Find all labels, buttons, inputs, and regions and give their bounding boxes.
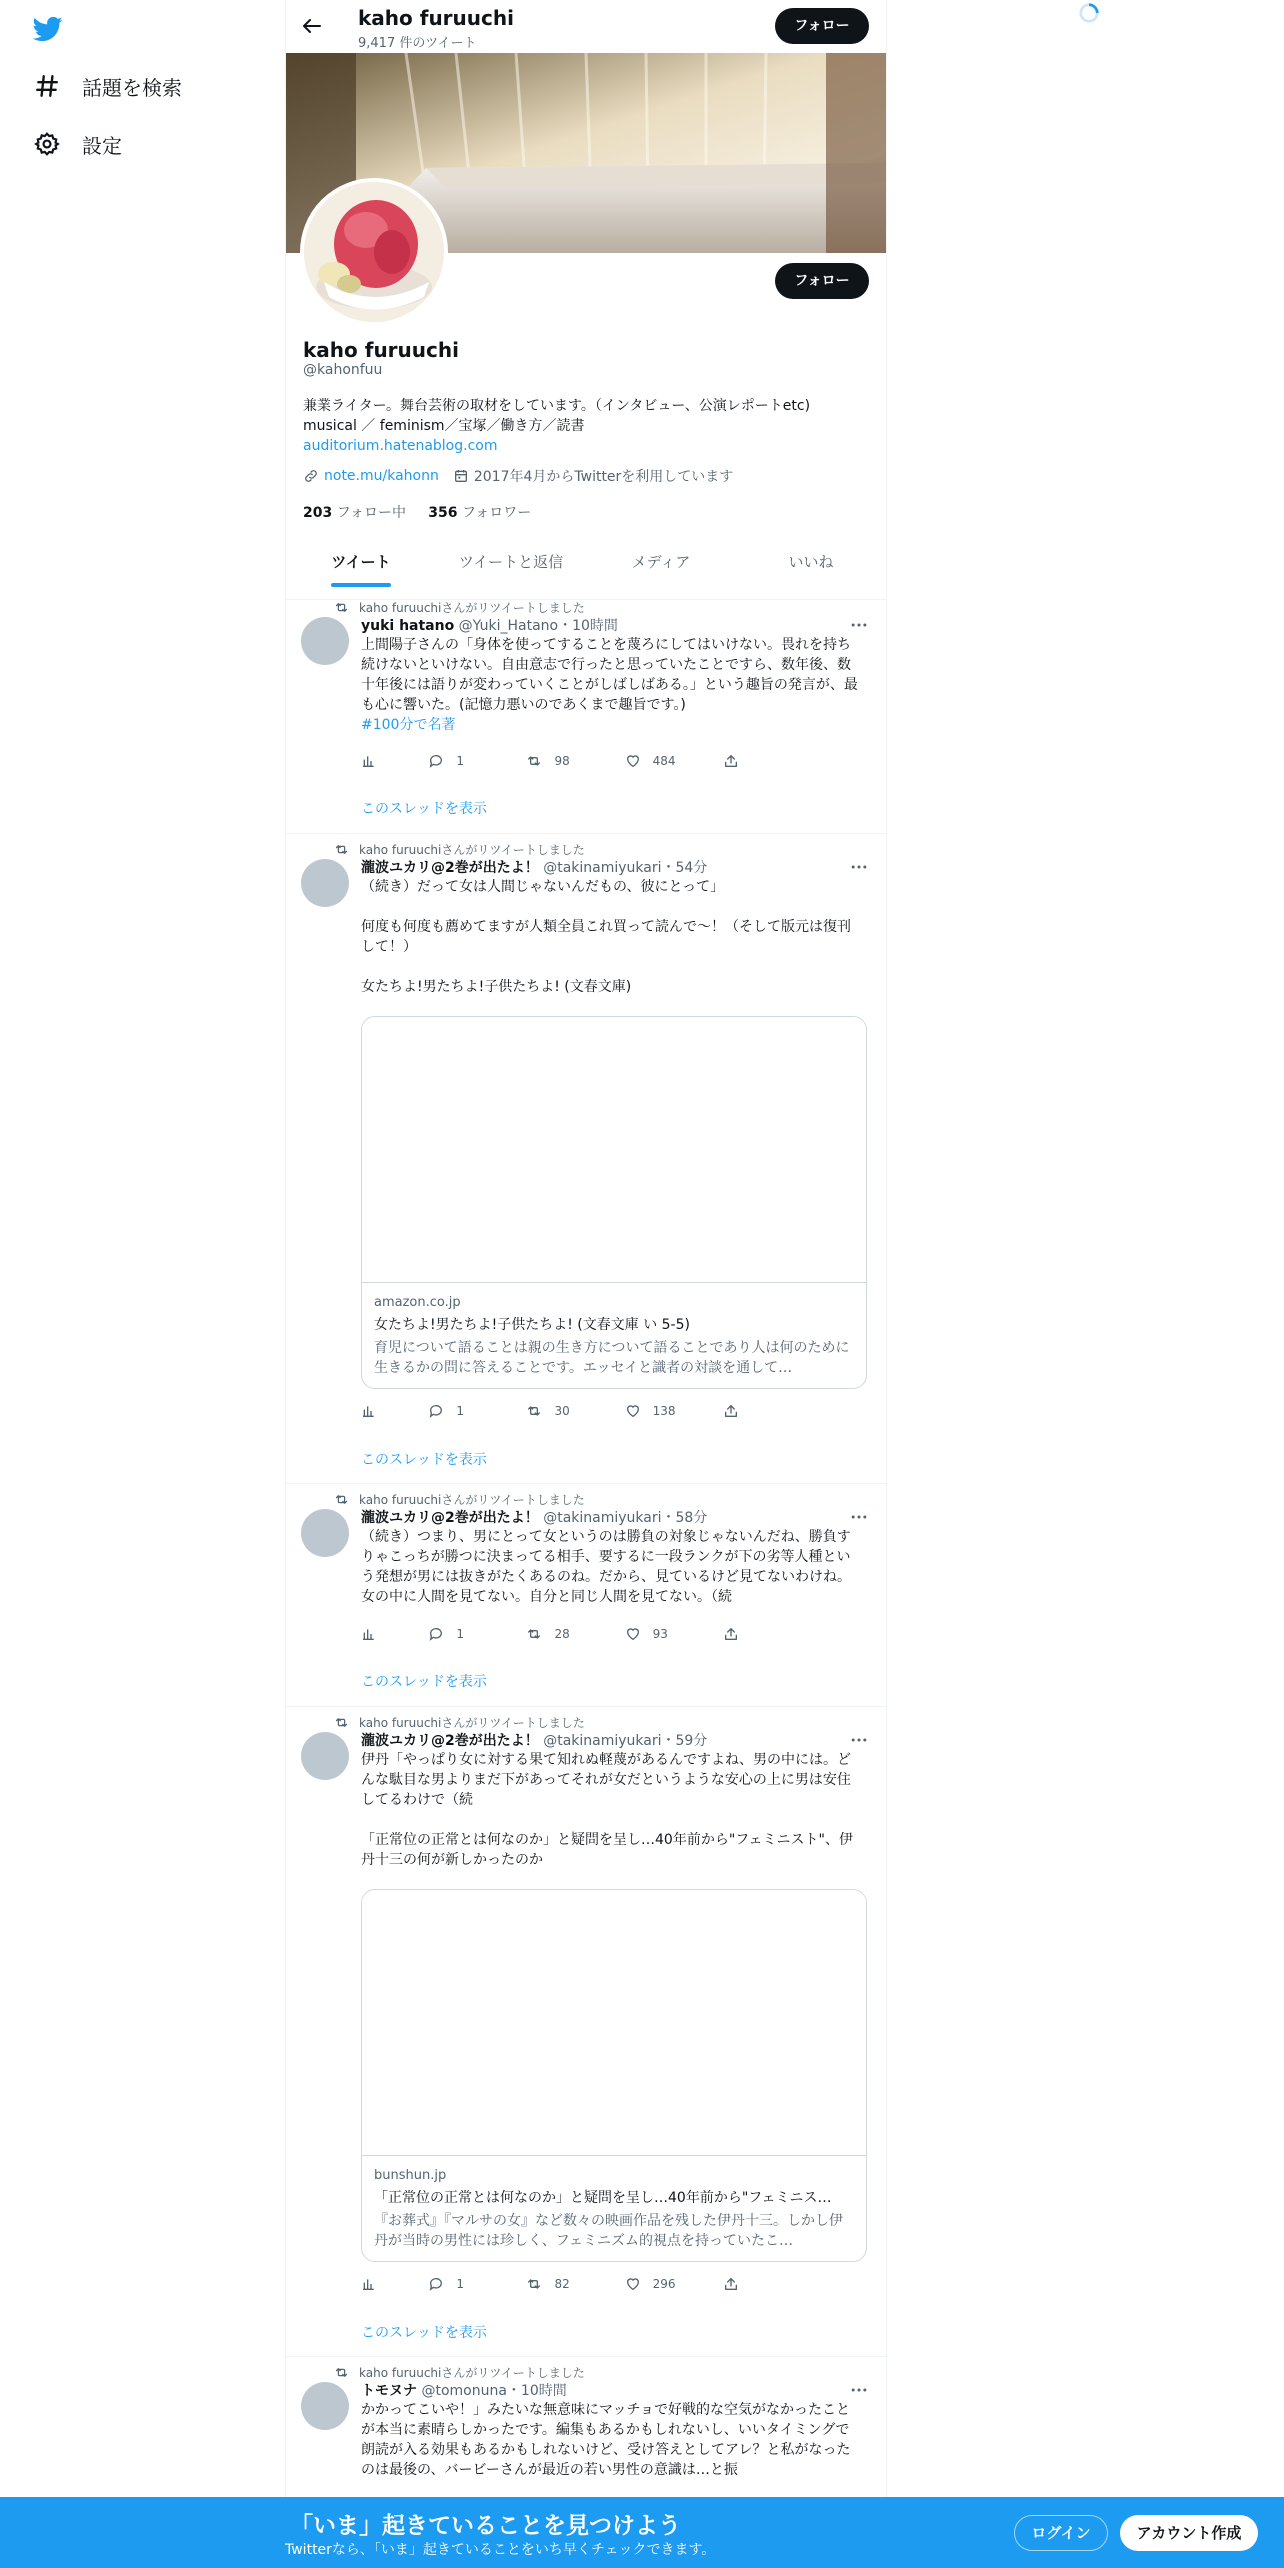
hashtag-icon [34,73,60,99]
retweet-button[interactable] [526,2276,624,2292]
retweet-note [334,2364,585,2381]
share-icon [723,1626,739,1642]
retweet-note-text: kaho furuuchiさんがリツイートしました [359,843,585,857]
signup-prompt-title: 「いま」起きていることを見つけよう [290,2513,681,2539]
more-options-icon[interactable] [849,2380,869,2400]
share-button[interactable] [723,1403,821,1419]
tab-likes[interactable]: いいね [788,553,834,571]
reply-button[interactable] [428,2276,526,2292]
tweet-text-content: 上間陽子さんの「身体を使ってすることを蔑ろにしてはいけない。畏れを持ち続けないといけない。自由意志で行ったと思っていたことですら、数年後、数十年後には語りが変わっていくことがしばしばある。」という趣旨の発言が、最も心に響いた。(記憶力悪いのであくまで趣旨です。) [361,637,858,713]
tab-tweets-and-replies[interactable]: ツイートと返信 [458,553,564,571]
retweet-note [334,841,585,858]
retweet-note [334,1714,585,1731]
analytics-icon [361,753,377,769]
nav-explore-label: 話題を検索 [82,75,182,100]
tweet-actions [361,2276,821,2292]
retweet-button[interactable] [526,753,624,769]
avatar[interactable] [301,2382,349,2430]
link-card-title: 女たちよ!男たちよ!子供たちよ! (文春文庫 い 5-5) [374,1317,690,1333]
link-icon [303,468,319,484]
analytics-button[interactable] [361,1403,428,1419]
retweet-icon [526,1626,542,1642]
twitter-logo-icon[interactable] [33,14,63,44]
tweet-text: （続き）だって女は人間じゃないんだもの、彼にとって」 何度も何度も薦めてますが人類全員これ買って読んで〜！（そして版元は復刊して！） 女たちよ!男たちよ!子供たちよ! (文春文庫) [361,879,851,995]
tweet-author-name[interactable]: 瀧波ユカリ@2巻が出たよ！ [361,860,539,876]
retweet-count: 28 [554,1627,570,1641]
analytics-button[interactable] [361,753,428,769]
reply-button[interactable] [428,753,526,769]
profile-timeline-column [285,0,887,2568]
share-button[interactable] [723,2276,821,2292]
avatar[interactable] [301,1732,349,1780]
show-thread-link[interactable]: このスレッドを表示 [361,801,487,817]
profile-avatar[interactable] [300,178,448,326]
reply-count: 1 [456,1404,464,1418]
reply-icon [428,753,444,769]
followers-link[interactable] [428,505,531,521]
show-thread-link[interactable]: このスレッドを表示 [361,1674,487,1690]
retweet-note-text: kaho furuuchiさんがリツイートしました [359,1493,585,1507]
analytics-icon [361,1403,377,1419]
tweet-header [361,857,707,877]
profile-header-bar [286,0,886,53]
like-count: 296 [652,2277,676,2291]
tweet[interactable] [286,833,886,1484]
link-card-domain: bunshun.jp [374,2168,447,2183]
analytics-button[interactable] [361,1626,428,1642]
tweet-text [361,635,861,735]
more-options-icon[interactable] [849,1730,869,1750]
tweet-header [361,615,618,635]
tweet-text: 伊丹「やっぱり女に対する果て知れぬ軽蔑があるんですよね、男の中には。どんな駄目な男よりまだ下があってそれが女だというような安心の上に男は安住してるわけで（続 「正常位の正常とは何なのか」と疑問を呈し…40年前から"フェミニスト"、伊丹十三の何が新しかったのか [361,1752,853,1868]
tweet-handle-time: @Yuki_Hatano・10時間 [458,618,618,634]
bio-line-1: 兼業ライター。舞台芸術の取材をしています。（インタビュー、公演レポートetc) [303,398,811,414]
tweet-header [361,1730,707,1750]
heart-icon [625,1403,641,1419]
link-card[interactable] [361,1889,867,2262]
heart-icon [625,2276,641,2292]
link-card-image [362,1890,866,2156]
share-icon [723,753,739,769]
avatar[interactable] [301,617,349,665]
retweet-icon [334,1715,349,1730]
tweet-handle-time: @tomonuna・10時間 [421,2383,567,2399]
bio-line-2: musical ／ feminism／宝塚／働き方／読書 [303,418,585,434]
heart-icon [625,753,641,769]
hashtag-link[interactable]: #100分で名著 [361,717,456,733]
reply-count: 1 [456,754,464,768]
tweet-header [361,2380,567,2400]
tweet-author-name[interactable]: トモヌナ [361,2383,417,2399]
link-card-domain: amazon.co.jp [374,1295,461,1310]
share-button[interactable] [723,753,821,769]
profile-meta [303,466,733,486]
link-card-description: 育児について語ることは親の生き方について語ることであり人は何のために生きるかの問に答えることです。エッセイと識者の対談を通して… [374,1340,850,1376]
retweet-icon [526,753,542,769]
following-label: フォロー中 [336,505,406,521]
reply-count: 1 [456,2277,464,2291]
more-options-icon[interactable] [849,857,869,877]
reply-icon [428,2276,444,2292]
tweet-author-name[interactable]: 瀧波ユカリ@2巻が出たよ！ [361,1733,539,1749]
reply-count: 1 [456,1627,464,1641]
link-card-title: 「正常位の正常とは何なのか」と疑問を呈し…40年前から"フェミニス… [374,2190,832,2206]
tweet[interactable] [286,1706,886,2357]
profile-follow-button[interactable]: フォロー [775,263,869,299]
tweet[interactable] [286,591,886,834]
heart-icon [625,1626,641,1642]
retweet-count: 98 [554,754,570,768]
tweet-actions [361,1403,821,1419]
tweet-author-name[interactable]: yuki hatano [361,618,455,634]
tweet-author-name[interactable]: 瀧波ユカリ@2巻が出たよ！ [361,1510,539,1526]
profile-follow-stats [303,502,531,522]
following-count: 203 [303,505,333,521]
profile-handle: @kahonfuu [303,362,383,378]
more-options-icon[interactable] [849,1507,869,1527]
bio-link[interactable]: auditorium.hatenablog.com [303,438,498,454]
retweet-button[interactable] [526,1626,624,1642]
retweet-icon [334,842,349,857]
analytics-button[interactable] [361,2276,428,2292]
analytics-icon [361,2276,377,2292]
analytics-icon [361,1626,377,1642]
back-arrow-icon[interactable] [300,14,324,38]
tweet-header [361,1507,707,1527]
nav-settings-label: 設定 [82,133,122,158]
login-button[interactable]: ログイン [1014,2515,1108,2551]
profile-website-link[interactable]: note.mu/kahonn [324,468,439,484]
retweet-note [334,599,585,616]
calendar-icon [453,468,469,484]
more-options-icon[interactable] [849,615,869,635]
share-button[interactable] [723,1626,821,1642]
tweet-text: （続き）つまり、男にとって女というのは勝負の対象じゃないんだね、勝負すりゃこっちが勝つに決まってる相手、要するに一段ランクが下の劣等人種という発想が男には抜きがたくあるのね。だから、見ているけど見てないわけね。女の中に人間を見てない。自分と同じ人間を見てない。（続 [361,1529,851,1605]
tweet-text: かかってこいや！」みたいな無意味にマッチョで好戦的な空気がなかったことが本当に素晴らしかったです。編集もあるかもしれないし、いいタイミングで朗読が入る効果もあるかもしれないけど、受け答えとしてアレ？と私がなったのは最後の、バービーさんが最近の若い男性の意識は…と振 [361,2402,851,2478]
link-card-description: 『お葬式』『マルサの女』など数々の映画作品を残した伊丹十三。しかし伊丹が当時の男性には珍しく、フェミニズム的視点を持っていたこ… [374,2213,843,2249]
share-icon [723,1403,739,1419]
followers-count: 356 [428,505,458,521]
tab-tweets[interactable]: ツイート [286,545,436,599]
signup-button[interactable]: アカウント作成 [1120,2515,1258,2551]
retweet-icon [334,2365,349,2380]
profile-joined-date: 2017年4月からTwitterを利用しています [473,469,734,485]
profile-bio [303,396,873,456]
like-button[interactable] [625,2276,723,2292]
tab-media[interactable]: メディア [631,553,691,571]
header-follow-button[interactable]: フォロー [775,8,869,44]
retweet-note-text: kaho furuuchiさんがリツイートしました [359,2366,585,2380]
followers-label: フォロワー [461,505,532,521]
reply-button[interactable] [428,1403,526,1419]
share-icon [723,2276,739,2292]
retweet-note-text: kaho furuuchiさんがリツイートしました [359,601,585,615]
tweet-handle-time: @takinamiyukari・59分 [543,1733,708,1749]
like-count: 484 [652,754,676,768]
following-link[interactable] [303,505,406,521]
loading-spinner-icon [1078,2,1100,24]
avatar[interactable] [301,1509,349,1557]
header-profile-name: kaho furuuchi [358,6,514,30]
nav-explore[interactable] [34,66,182,106]
retweet-count: 30 [554,1404,570,1418]
like-button[interactable] [625,1626,723,1642]
profile-name: kaho furuuchi [303,338,459,362]
signup-prompt-subtitle: Twitterなら、「いま」起きていることをいち早くチェックできます。 [285,2542,716,2558]
retweet-icon [526,1403,542,1419]
avatar[interactable] [301,859,349,907]
show-thread-link[interactable]: このスレッドを表示 [361,1452,487,1468]
retweet-icon [334,600,349,615]
tweet-actions [361,1626,821,1642]
like-count: 93 [652,1627,668,1641]
reply-icon [428,1626,444,1642]
nav-settings[interactable] [34,124,122,164]
tweet-actions [361,753,821,769]
tweet-handle-time: @takinamiyukari・54分 [543,860,708,876]
show-thread-link[interactable]: このスレッドを表示 [361,2325,487,2341]
tweet[interactable] [286,1483,886,1707]
retweet-icon [526,2276,542,2292]
retweet-count: 82 [554,2277,570,2291]
retweet-button[interactable] [526,1403,624,1419]
like-button[interactable] [625,753,723,769]
link-card-image [362,1017,866,1283]
link-card[interactable] [361,1016,867,1389]
reply-icon [428,1403,444,1419]
retweet-note [334,1491,585,1508]
like-count: 138 [652,1404,676,1418]
header-tweet-count: 9,417 件のツイート [358,36,477,51]
retweet-icon [334,1492,349,1507]
signup-prompt-bar [0,2497,1284,2568]
gear-icon [34,131,60,157]
retweet-note-text: kaho furuuchiさんがリツイートしました [359,1716,585,1730]
like-button[interactable] [625,1403,723,1419]
tweet-handle-time: @takinamiyukari・58分 [543,1510,708,1526]
reply-button[interactable] [428,1626,526,1642]
